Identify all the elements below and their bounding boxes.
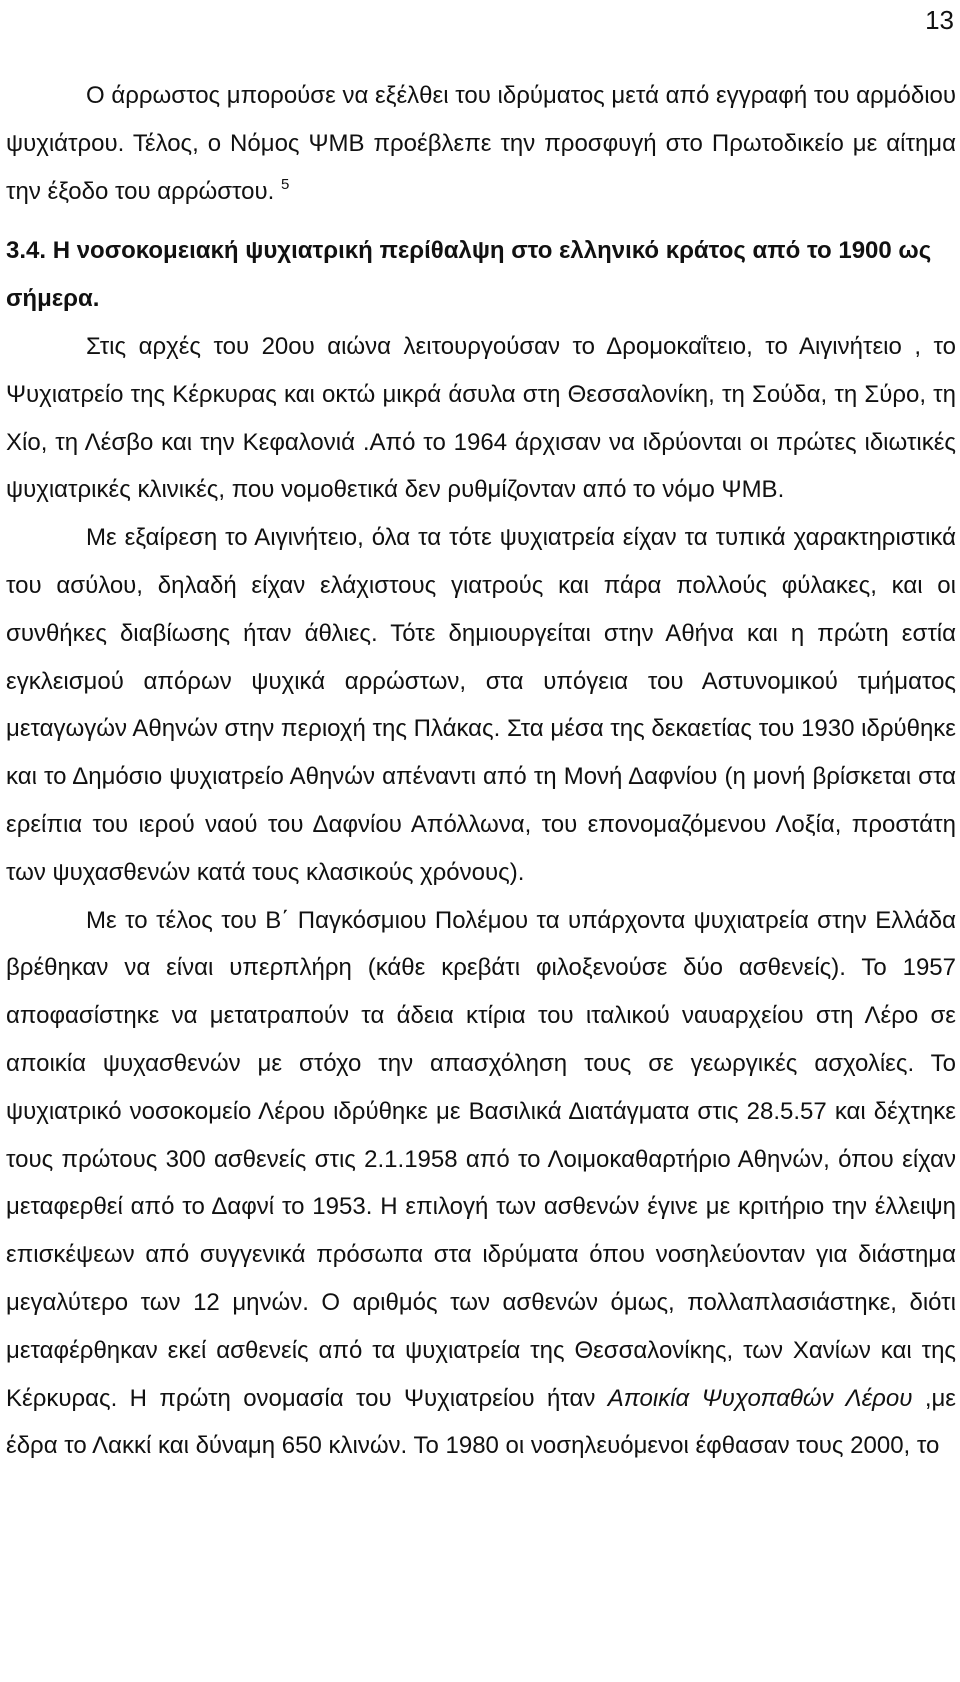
paragraph-intro-text: Ο άρρωστος μπορούσε να εξέλθει του ιδρύματος μετά από εγγραφή του αρμόδιου ψυχιάτρου. Τέλος, ο Νόμος ΨΜΒ προέβλεπε την προσφυγή στο Πρωτοδικείο με αίτημα την έξοδο του αρρώστου. <box>6 82 957 205</box>
footnote-marker: 5 <box>280 175 290 193</box>
paragraph-3 <box>6 897 956 1471</box>
paragraph-2: Με εξαίρεση το Αιγινήτειο, όλα τα τότε ψυχιατρεία είχαν τα τυπικά χαρακτηριστικά του ασύλου, δηλαδή είχαν ελάχιστους γιατρούς και πάρα πολλούς φύλακες, και οι συνθήκες διαβίωσης ήταν άθλιες. Τότε δημιουργείται στην Αθήνα και η πρώτη εστία εγκλεισμού απόρων ψυχικά αρρώστων, στα υπόγεια του Αστυνομικού τμήματος μεταγωγών Αθηνών στην περιοχή της Πλάκας. Στα μέσα της δεκαετίας του 1930 ιδρύθηκε και το Δημόσιο ψυχιατρείο Αθηνών απέναντι από τη Μονή Δαφνίου (η μονή βρίσκεται στα ερείπια του ιερού ναού του Δαφνίου Απόλλωνα, του επονομαζόμενου Λοξία, προστάτη των ψυχασθενών κατά τους κλασικούς χρόνους). <box>6 524 956 886</box>
colony-name-italic: Αποικία Ψυχοπαθών Λέρου <box>607 1384 913 1412</box>
paragraph-intro <box>6 72 956 215</box>
paragraph-3-text-start: Με το τέλος του Β΄ Παγκόσμιου Πολέμου τα υπάρχοντα ψυχιατρεία στην Ελλάδα βρέθηκαν να είναι υπερπλήρη (κάθε κρεβάτι φιλοξενούσε δύο ασθενείς). Το 1957 αποφασίστηκε να μετατραπούν τα άδεια κτίρια του ιταλικού ναυαρχείου στη Λέρο σε αποικία ψυχασθενών με στόχο την απασχόληση τους σε γεωργικές ασχολίες. Το ψυχιατρικό νοσοκομείο Λέρου ιδρύθηκε με Βασιλικά Διατάγματα στις 28.5.57 και δέχτηκε τους πρώτους 300 ασθενείς στις 2.1.1958 από το Λοιμοκαθαρτήριο Αθηνών, όπου είχαν μεταφερθεί από το Δαφνί το 1953. Η επιλογή των ασθενών έγινε με κριτήριο την έλλειψη επισκέψεων από συγγενικά πρόσωπα στα ιδρύματα όπου νοσηλεύονταν για διάστημα μεγαλύτερο των 12 μηνών. Ο αριθμός των ασθενών όμως, πολλαπλασιάστηκε, διότι μεταφέρθηκαν εκεί ασθενείς από τα ψυχιατρεία της Θεσσαλονίκης, των Χανίων και της Κέρκυρας. Η πρώτη ονομασία του Ψυχιατρείου ήταν <box>6 906 956 1412</box>
paragraph-1: Στις αρχές του 20ου αιώνα λειτουργούσαν το Δρομοκαΐτειο, το Αιγινήτειο , το Ψυχιατρείο της Κέρκυρας και οκτώ μικρά άσυλα στη Θεσσαλονίκη, τη Σούδα, τη Σύρο, τη Χίο, τη Λέσβο και την Κεφαλονιά .Από το 1964 άρχισαν να ιδρύονται οι πρώτες ιδιωτικές ψυχιατρικές κλινικές, που νομοθετικά δεν ρυθμίζονταν από το νόμο ΨΜΒ. <box>6 332 956 504</box>
page-number: 13 <box>925 5 954 35</box>
section-heading: 3.4. Η νοσοκομειακή ψυχιατρική περίθαλψη στο ελληνικό κράτος από το 1900 ως σήμερα. <box>6 237 932 313</box>
document-body <box>6 72 956 1470</box>
paragraph-3-text-end: ,με έδρα το Λακκί και δύναμη 650 κλινών. Το 1980 οι νοσηλευόμενοι έφθασαν τους 2000, το <box>6 1384 957 1460</box>
